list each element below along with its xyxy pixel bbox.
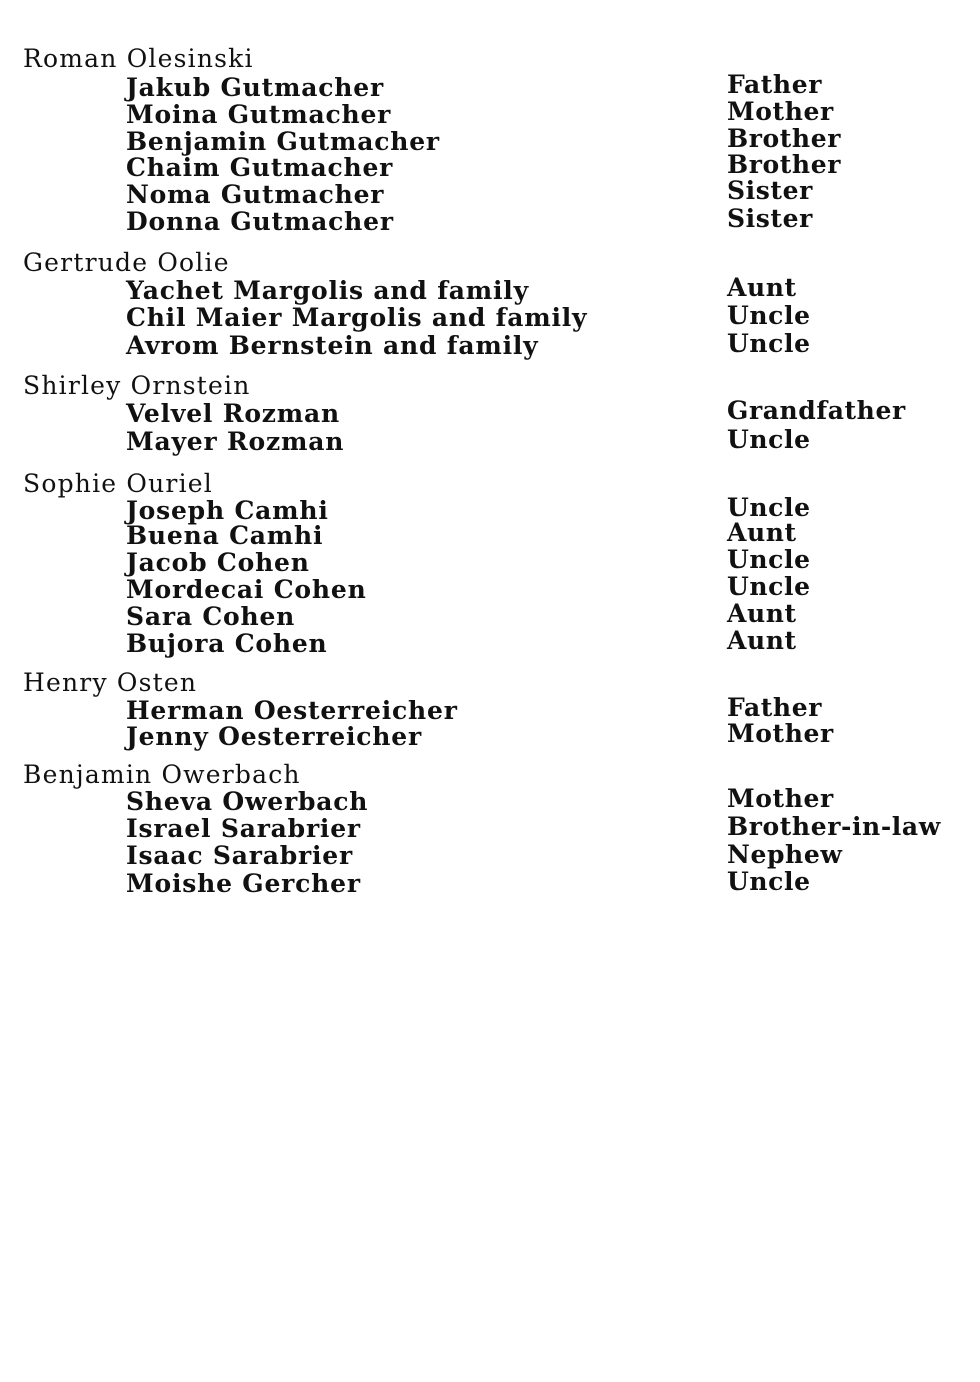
relative-name: Israel Sarabrier: [126, 814, 361, 843]
relative-name: Jenny Oesterreicher: [126, 722, 422, 751]
relative-name: Velvel Rozman: [126, 399, 341, 428]
relative-name: Isaac Sarabrier: [126, 841, 353, 870]
relative-name: Chil Maier Margolis and family: [126, 303, 588, 332]
relative-name: Sara Cohen: [126, 602, 296, 631]
relative-name: Jacob Cohen: [126, 548, 310, 577]
relationship: Aunt: [727, 599, 797, 628]
relationship: Aunt: [727, 273, 797, 302]
relationship: Father: [727, 693, 822, 722]
relative-name: Mordecai Cohen: [126, 575, 367, 604]
relationship: Uncle: [727, 425, 811, 454]
relationship: Mother: [727, 784, 834, 813]
survivor-name: Roman Olesinski: [23, 44, 254, 73]
relative-name: Buena Camhi: [126, 521, 324, 550]
relationship: Brother: [727, 150, 841, 179]
relative-name: Avrom Bernstein and family: [126, 331, 539, 360]
relative-name: Chaim Gutmacher: [126, 153, 394, 182]
relative-name: Mayer Rozman: [126, 427, 345, 456]
relative-name: Moina Gutmacher: [126, 100, 392, 129]
relationship: Father: [727, 70, 822, 99]
relative-name: Benjamin Gutmacher: [126, 127, 440, 156]
relationship: Uncle: [727, 493, 811, 522]
relationship: Brother: [727, 124, 841, 153]
relationship: Aunt: [727, 518, 797, 547]
survivor-name: Henry Osten: [23, 668, 198, 697]
relative-name: Sheva Owerbach: [126, 787, 369, 816]
relationship: Sister: [727, 204, 813, 233]
relationship: Uncle: [727, 545, 811, 574]
relationship: Brother-in-law: [727, 812, 941, 841]
relative-name: Noma Gutmacher: [126, 180, 385, 209]
relative-name: Donna Gutmacher: [126, 207, 394, 236]
relationship: Sister: [727, 176, 813, 205]
relative-name: Yachet Margolis and family: [126, 276, 529, 305]
survivor-name: Sophie Ouriel: [23, 469, 213, 498]
survivor-name: Gertrude Oolie: [23, 248, 230, 277]
relationship: Uncle: [727, 867, 811, 896]
relationship: Uncle: [727, 572, 811, 601]
relationship: Uncle: [727, 301, 811, 330]
relationship: Grandfather: [727, 396, 906, 425]
survivor-name: Shirley Ornstein: [23, 371, 251, 400]
relative-name: Jakub Gutmacher: [126, 73, 384, 102]
relationship: Uncle: [727, 329, 811, 358]
relationship: Mother: [727, 719, 834, 748]
relationship: Aunt: [727, 626, 797, 655]
relationship: Mother: [727, 97, 834, 126]
survivor-name: Benjamin Owerbach: [23, 760, 301, 789]
relative-name: Bujora Cohen: [126, 629, 328, 658]
relative-name: Joseph Camhi: [126, 496, 329, 525]
relationship: Nephew: [727, 840, 843, 869]
relative-name: Herman Oesterreicher: [126, 696, 458, 725]
relative-name: Moishe Gercher: [126, 869, 361, 898]
